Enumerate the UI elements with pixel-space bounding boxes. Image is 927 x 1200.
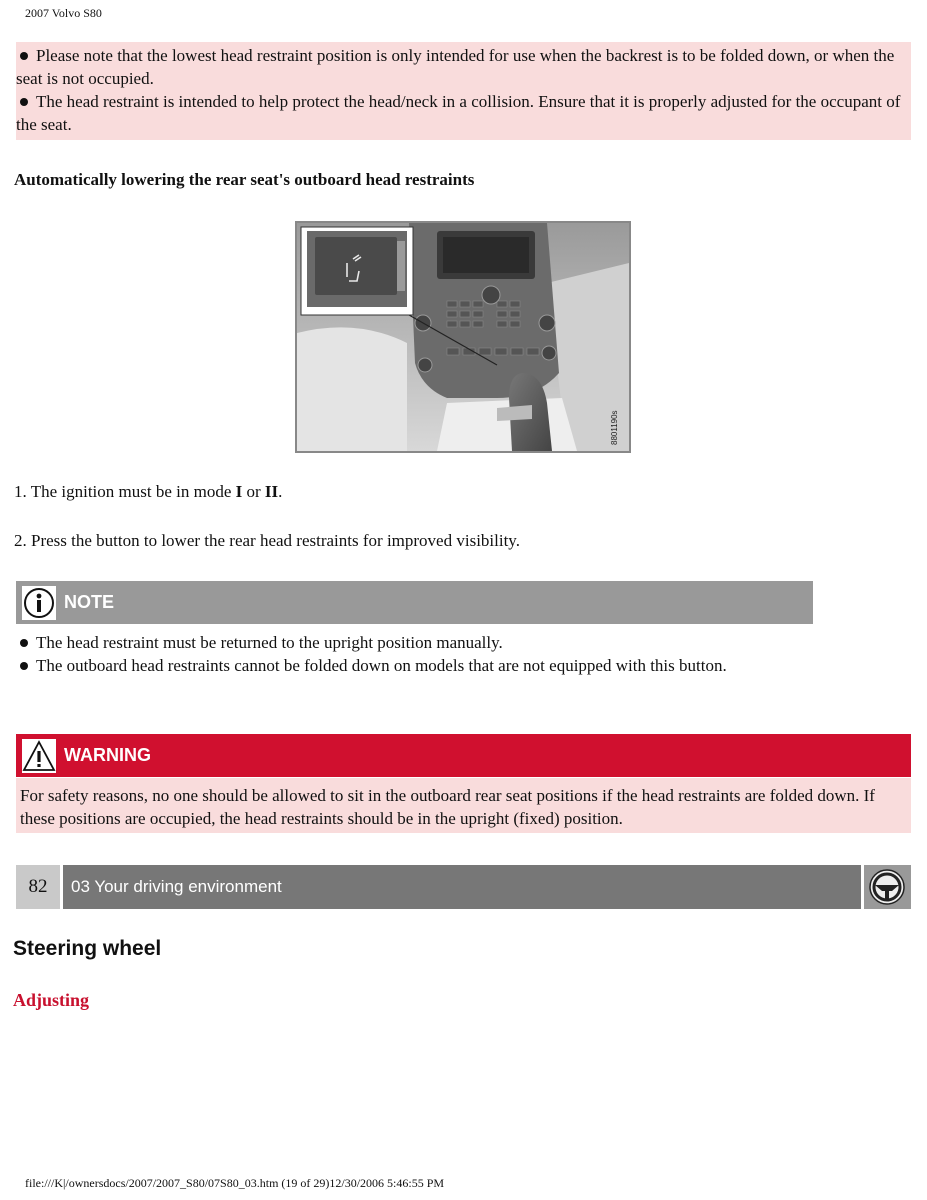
file-path-footer: file:///K|/ownersdocs/2007/2007_S80/07S80_03.htm (19 of 29)12/30/2006 5:46:55 PM <box>25 1176 445 1190</box>
bullet-icon <box>20 52 28 60</box>
figure-code: 8801190s <box>610 410 619 445</box>
step-1: 1. The ignition must be in mode I or II. <box>14 482 283 501</box>
caution-box <box>16 42 911 140</box>
dashboard-illustration <box>295 221 631 453</box>
note-label: NOTE <box>64 592 115 612</box>
ignition-mode-1: I <box>235 482 243 501</box>
adjusting-subheading: Adjusting <box>13 990 90 1010</box>
steering-wheel-icon <box>868 868 906 906</box>
warning-header-bar <box>16 734 911 777</box>
ignition-mode-2: II <box>264 482 279 501</box>
caution-item: Please note that the lowest head restraint position is only intended for use when the backrest is to be folded down, or when the seat is not occupied. <box>16 46 895 88</box>
info-icon <box>22 586 56 620</box>
chapter-title: 03 Your driving environment <box>63 865 861 909</box>
note-header-bar <box>16 581 813 624</box>
caution-list <box>16 42 911 136</box>
document-header: 2007 Volvo S80 <box>25 6 102 20</box>
note-item: The outboard head restraints cannot be folded down on models that are not equipped with this button. <box>16 654 796 677</box>
step-2: 2. Press the button to lower the rear head restraints for improved visibility. <box>14 531 520 550</box>
chapter-icon-box <box>864 865 911 909</box>
bullet-icon <box>20 98 28 106</box>
bullet-icon <box>20 639 28 647</box>
dashboard-drawing <box>297 223 629 451</box>
caution-item: The head restraint is intended to help protect the head/neck in a collision. Ensure that it is properly adjusted for the occupant of the seat. <box>16 92 901 134</box>
steering-wheel-heading: Steering wheel <box>13 937 162 960</box>
warning-triangle-icon <box>22 739 56 773</box>
page-number: 82 <box>16 865 60 909</box>
section-heading: Automatically lowering the rear seat's outboard head restraints <box>14 170 475 189</box>
bullet-icon <box>20 662 28 670</box>
warning-label: WARNING <box>64 745 151 765</box>
note-list <box>16 631 796 677</box>
note-item: The head restraint must be returned to the upright position manually. <box>16 631 796 654</box>
warning-text: For safety reasons, no one should be allowed to sit in the outboard rear seat positions if the head restraints are folded down. If these positions are occupied, the head restraints should be in the upright (fixed) position. <box>16 778 911 833</box>
